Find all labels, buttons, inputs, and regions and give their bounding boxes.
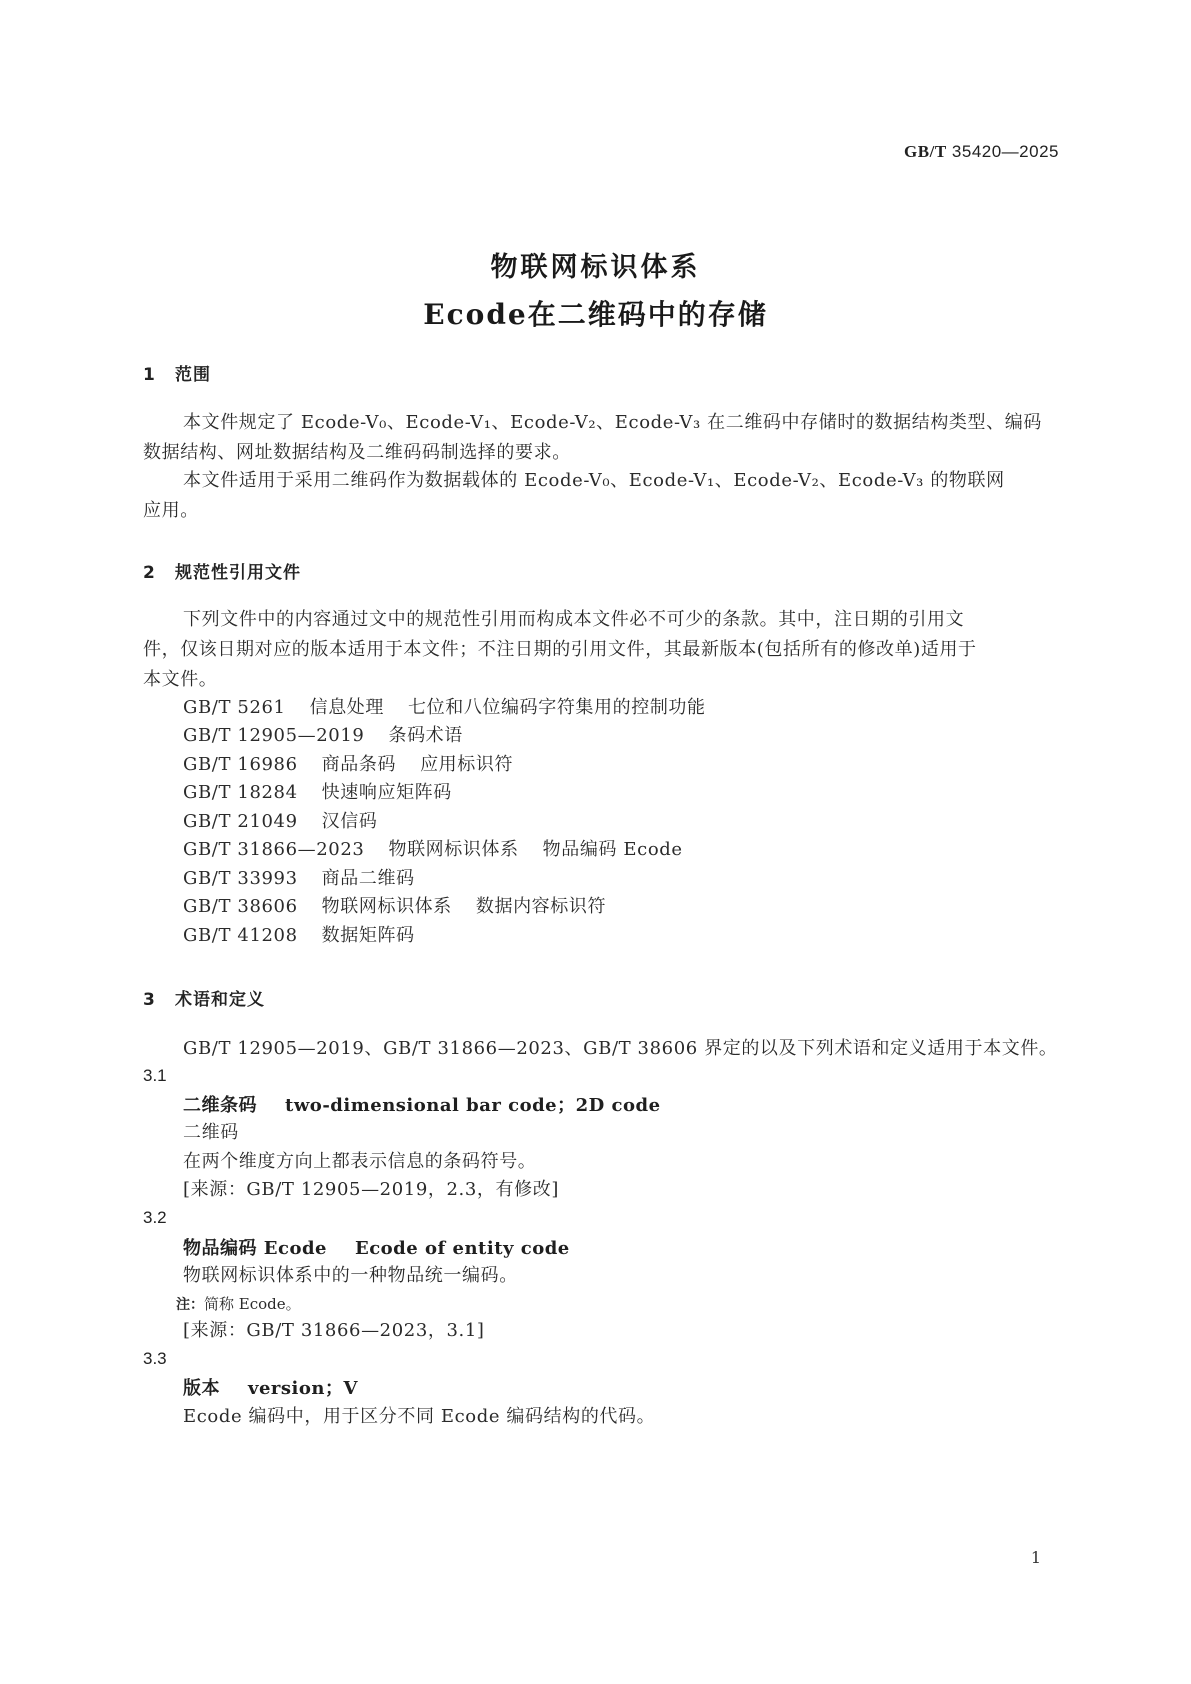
page-number: 1 bbox=[1030, 1548, 1041, 1567]
note-text: 简称 Ecode。 bbox=[204, 1295, 301, 1313]
standard-code: GB/T bbox=[904, 142, 947, 161]
paragraph-line: 本文件适用于采用二维码作为数据载体的 Ecode-V₀、Ecode-V₁、Ecode-V₂、Ecode-V₃ 的物联网 bbox=[183, 470, 1005, 491]
paragraph-line: 下列文件中的内容通过文中的规范性引用而构成本文件必不可少的条款。其中，注日期的引用文 bbox=[183, 609, 965, 630]
section-title: 范围 bbox=[175, 365, 211, 385]
reference-item: GB/T 12905—2019 条码术语 bbox=[183, 725, 463, 746]
section-3-heading bbox=[143, 985, 265, 1010]
reference-item: GB/T 38606 物联网标识体系 数据内容标识符 bbox=[183, 896, 607, 917]
term-source: [来源：GB/T 31866—2023，3.1] bbox=[183, 1320, 485, 1341]
section-number: 3 bbox=[143, 990, 156, 1010]
note-label: 注： bbox=[176, 1297, 204, 1313]
paragraph-line: 数据结构、网址数据结构及二维码码制选择的要求。 bbox=[143, 442, 571, 463]
term-number: 3.2 bbox=[143, 1208, 167, 1227]
term-note bbox=[176, 1293, 301, 1314]
paragraph-line: 本文件。 bbox=[143, 669, 218, 690]
normative-refs-intro bbox=[143, 605, 1060, 695]
term-heading: 二维条码 two-dimensional bar code；2D code bbox=[183, 1095, 661, 1116]
document-title-line-2: Ecode在二维码中的存储 bbox=[423, 298, 768, 331]
scope-paragraph-1 bbox=[143, 408, 1060, 468]
section-1-heading bbox=[143, 360, 211, 385]
reference-item: GB/T 16986 商品条码 应用标识符 bbox=[183, 754, 514, 775]
term-number: 3.1 bbox=[143, 1066, 167, 1085]
reference-item: GB/T 41208 数据矩阵码 bbox=[183, 925, 415, 946]
reference-item: GB/T 21049 汉信码 bbox=[183, 811, 378, 832]
section-title: 术语和定义 bbox=[175, 990, 265, 1010]
paragraph-line: 件，仅该日期对应的版本适用于本文件；不注日期的引用文件，其最新版本(包括所有的修改单)适用于 bbox=[143, 639, 977, 660]
term-alias: 二维码 bbox=[183, 1122, 239, 1143]
term-definition: 物联网标识体系中的一种物品统一编码。 bbox=[183, 1265, 518, 1286]
term-definition: Ecode 编码中，用于区分不同 Ecode 编码结构的代码。 bbox=[183, 1406, 656, 1427]
reference-item: GB/T 18284 快速响应矩阵码 bbox=[183, 782, 452, 803]
reference-item: GB/T 33993 商品二维码 bbox=[183, 868, 415, 889]
standard-year: 35420—2025 bbox=[951, 142, 1059, 161]
section-number: 2 bbox=[143, 563, 156, 583]
term-number: 3.3 bbox=[143, 1349, 167, 1368]
term-heading: 物品编码 Ecode Ecode of entity code bbox=[183, 1238, 570, 1259]
term-definition: 在两个维度方向上都表示信息的条码符号。 bbox=[183, 1151, 537, 1172]
section-2-heading bbox=[143, 558, 301, 583]
section-title: 规范性引用文件 bbox=[175, 563, 301, 583]
term-heading: 版本 version；V bbox=[183, 1378, 358, 1399]
paragraph-line: 应用。 bbox=[143, 500, 199, 521]
reference-item: GB/T 31866—2023 物联网标识体系 物品编码 Ecode bbox=[183, 839, 683, 860]
reference-item: GB/T 5261 信息处理 七位和八位编码字符集用的控制功能 bbox=[183, 697, 706, 718]
section-number: 1 bbox=[143, 365, 156, 385]
document-title-line-1: 物联网标识体系 bbox=[490, 252, 701, 283]
scope-paragraph-2 bbox=[143, 466, 1060, 526]
terms-intro: GB/T 12905—2019、GB/T 31866—2023、GB/T 38606 界定的以及下列术语和定义适用于本文件。 bbox=[183, 1038, 1058, 1059]
standard-number bbox=[904, 142, 1059, 162]
paragraph-line: 本文件规定了 Ecode-V₀、Ecode-V₁、Ecode-V₂、Ecode-V₃ 在二维码中存储时的数据结构类型、编码 bbox=[183, 412, 1042, 433]
term-source: [来源：GB/T 12905—2019，2.3，有修改] bbox=[183, 1179, 559, 1200]
